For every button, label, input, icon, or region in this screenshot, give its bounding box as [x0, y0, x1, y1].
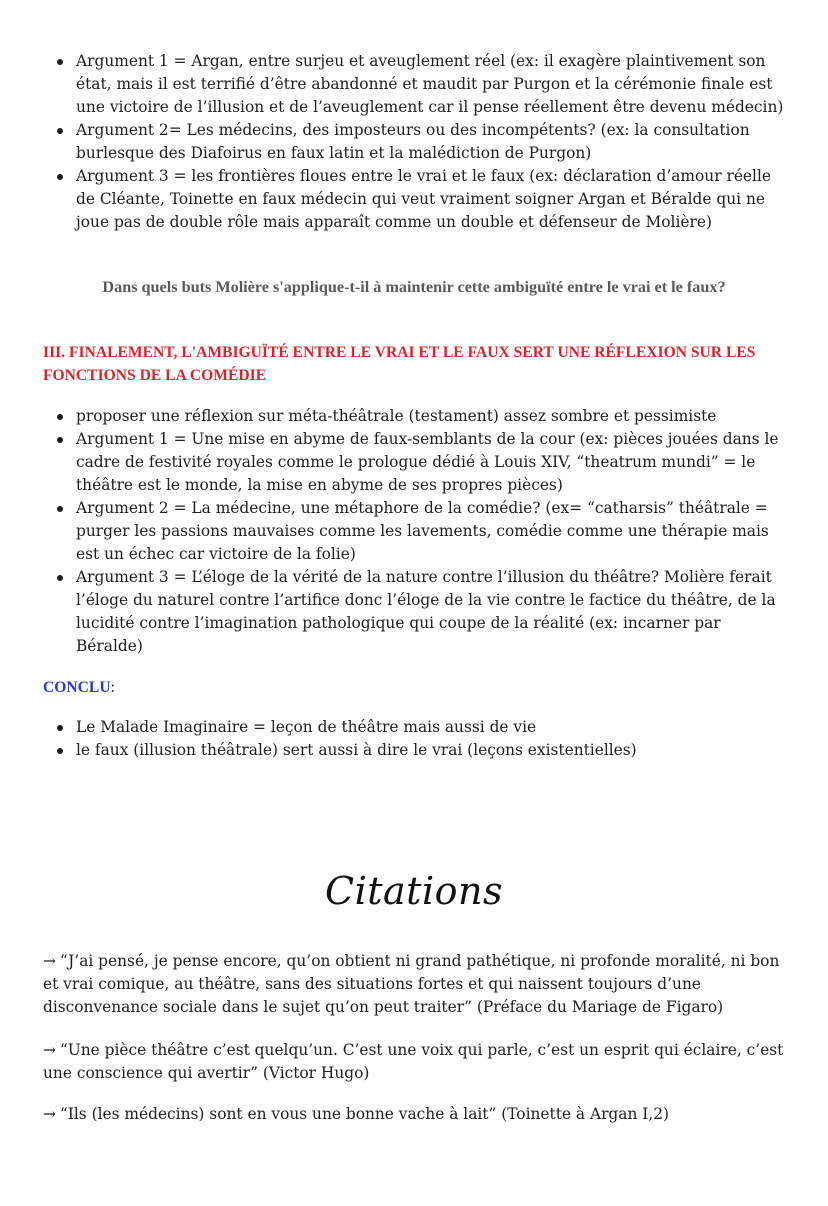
list-item	[57, 165, 792, 234]
bullet-icon	[57, 725, 63, 731]
list-item-text: Le Malade Imaginaire = leçon de théâtre mais aussi de vie	[76, 718, 537, 736]
section3-heading: III. FINALEMENT, L'AMBIGUÏTÉ ENTRE LE VRAI ET LE FAUX SERT UNE RÉFLEXION SUR LES FONCTIONS DE LA COMÉDIE	[43, 344, 756, 384]
conclu-list	[57, 716, 792, 762]
arrow-right-icon: →	[43, 1105, 56, 1123]
quote-text: “Ils (les médecins) sont en vous une bonne vache à lait” (Toinette à Argan I,2)	[59, 1105, 670, 1123]
arrow-right-icon: →	[43, 952, 56, 970]
list-item-text: Argument 3 = les frontières floues entre le vrai et le faux (ex: déclaration d’amour réelle de Cléante, Toinette en faux médecin qui veut vraiment soigner Argan et Béralde qui ne joue pas de double rôle mais apparaît comme un double et défenseur de Molière)	[76, 167, 771, 231]
bullet-icon	[57, 128, 63, 134]
list-item-text: Argument 2 = La médecine, une métaphore de la comédie? (ex= “catharsis” théâtrale = purger les passions mauvaises comme les lavements, comédie comme une thérapie mais est un échec car victoire de la folie)	[76, 499, 769, 563]
bullet-icon	[57, 414, 63, 420]
list-item-text: Argument 3 = L’éloge de la vérité de la nature contre l’illusion du théâtre? Molière ferait l’éloge du naturel contre l’artifice donc l’éloge de la vie contre le factice du théâtre, de la lucidité contre l’imagination pathologique qui coupe de la réalité (ex: incarner par Béralde)	[76, 568, 776, 655]
quote-item	[43, 1039, 788, 1085]
section3-list	[57, 405, 792, 658]
list-item	[57, 497, 792, 566]
bullet-icon	[57, 575, 63, 581]
conclu-heading-colon: :	[110, 679, 115, 696]
list-item	[57, 566, 792, 658]
quote-text: “Une pièce théâtre c’est quelqu’un. C’est une voix qui parle, c’est un esprit qui éclaire, c’est une conscience qui avertir” (Victor Hugo)	[43, 1041, 784, 1082]
list-item-text: le faux (illusion théâtrale) sert aussi à dire le vrai (leçons existentielles)	[76, 741, 637, 759]
arrow-right-icon: →	[43, 1041, 56, 1059]
list-item	[57, 716, 792, 739]
list-item	[57, 739, 792, 762]
citations-title: Citations	[325, 869, 503, 913]
bullet-icon	[57, 59, 63, 65]
list-item	[57, 428, 792, 497]
list-item-text: proposer une réflexion sur méta-théâtrale (testament) assez sombre et pessimiste	[76, 407, 717, 425]
bullet-icon	[57, 174, 63, 180]
quote-item	[43, 950, 788, 1019]
list-item	[57, 50, 792, 119]
bullet-icon	[57, 748, 63, 754]
conclu-heading	[43, 676, 115, 699]
bullet-icon	[57, 437, 63, 443]
transition-question: Dans quels buts Molière s'applique-t-il à maintenir cette ambiguïté entre le vrai et le faux?	[102, 278, 726, 296]
list-item-text: Argument 2= Les médecins, des imposteurs ou des incompétents? (ex: la consultation burlesque des Diafoirus en faux latin et la malédiction de Purgon)	[76, 121, 750, 162]
quote-item	[43, 1103, 788, 1126]
section2-argument-list	[57, 50, 792, 234]
list-item-text: Argument 1 = Argan, entre surjeu et aveuglement réel (ex: il exagère plaintivement son état, mais il est terrifié d’être abandonné et maudit par Purgon et la cérémonie finale est une victoire de l’illusion et de l’aveuglement car il pense réellement être devenu médecin)	[76, 52, 784, 116]
list-item	[57, 405, 792, 428]
list-item-text: Argument 1 = Une mise en abyme de faux-semblants de la cour (ex: pièces jouées dans le cadre de festivité royales comme le prologue dédié à Louis XIV, “theatrum mundi” = le théâtre est le monde, la mise en abyme de ses propres pièces)	[76, 430, 779, 494]
conclu-heading-text: CONCLU	[43, 679, 111, 696]
bullet-icon	[57, 506, 63, 512]
list-item	[57, 119, 792, 165]
quote-text: “J’ai pensé, je pense encore, qu’on obtient ni grand pathétique, ni profonde moralité, ni bon et vrai comique, au théâtre, sans des situations fortes et qui naissent toujours d’une disconvenance sociale dans le sujet qu’on peut traiter” (Préface du Mariage de Figaro)	[43, 952, 780, 1016]
